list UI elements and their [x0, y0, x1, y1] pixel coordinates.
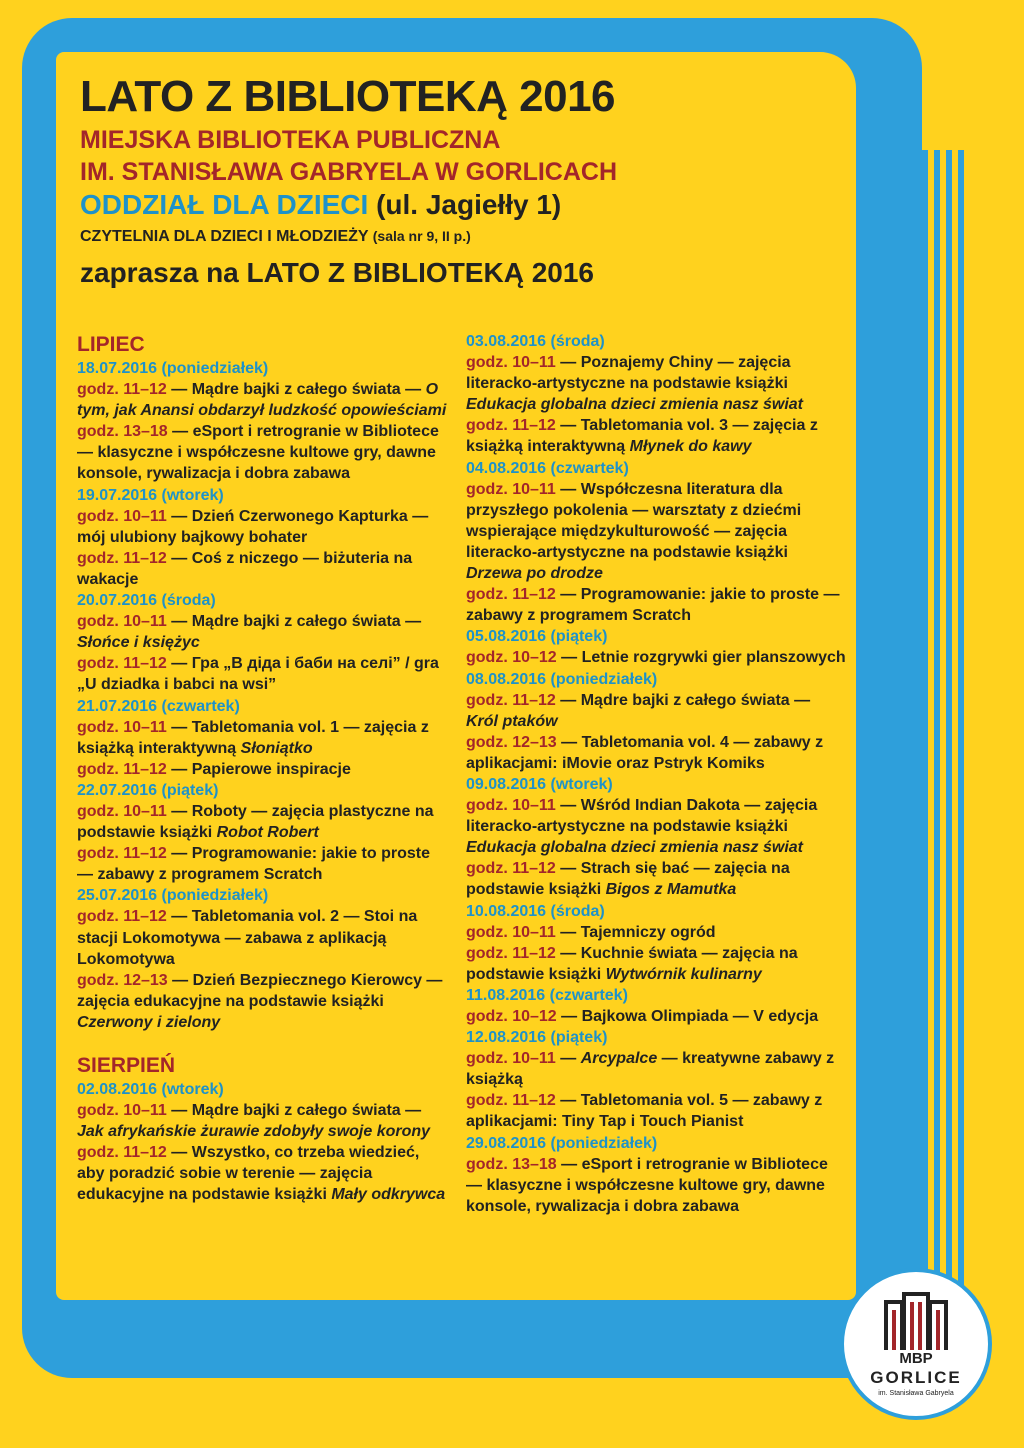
event-description: — Letnie rozgrywki gier planszowych: [556, 649, 846, 667]
event-item: [77, 970, 447, 1033]
event-time: godz. 11–12: [466, 860, 556, 878]
event-book-title: Robot Robert: [216, 824, 319, 842]
event-time: godz. 11–12: [77, 908, 167, 926]
event-time: godz. 10–11: [466, 480, 556, 498]
event-time: godz. 11–12: [77, 1144, 167, 1162]
event-time: godz. 12–13: [466, 733, 557, 751]
event-item: [77, 506, 447, 548]
event-book-title: Młynek do kawy: [629, 438, 752, 456]
event-date: 08.08.2016 (poniedziałek): [466, 670, 658, 688]
event-book-title: Bigos z Mamutka: [605, 881, 737, 899]
event-date: 12.08.2016 (piątek): [466, 1029, 608, 1047]
event-item: [466, 1090, 846, 1132]
event-item: [77, 801, 447, 843]
month-heading-august: SIERPIEŃ: [77, 1054, 176, 1077]
event-date: 25.07.2016 (poniedziałek): [77, 887, 269, 905]
event-description: — Dzień Bezpiecznego Kierowcy — zajęcia edukacyjne na podstawie książki: [77, 971, 443, 1010]
event-item: [466, 647, 846, 668]
event-time: godz. 10–12: [466, 1008, 557, 1025]
event-description: — Tajemniczy ogród: [555, 923, 716, 941]
month-heading-july: LIPIEC: [77, 333, 145, 356]
event-item: [77, 843, 447, 885]
event-description: — Wśród Indian Dakota — zajęcia literacko-artystyczne na podstawie książki: [466, 797, 818, 836]
event-time: godz. 10–11: [77, 802, 167, 820]
event-item: [466, 584, 846, 626]
event-book-title: Jak afrykańskie żurawie zdobyły swoje korony: [77, 1123, 431, 1141]
event-description: — Kuchnie świata — zajęcia na podstawie książki: [466, 944, 798, 983]
event-time: godz. 11–12: [466, 417, 556, 435]
event-date: 02.08.2016 (wtorek): [77, 1081, 224, 1098]
event-book-title: Czerwony i zielony: [77, 1013, 221, 1031]
event-item: [77, 717, 447, 759]
event-item: [77, 611, 447, 653]
event-time: godz. 10–11: [466, 354, 556, 372]
event-description: — Współczesna literatura dla przyszłego pokolenia — warsztaty z dziećmi wspierające międzykulturowość — zajęcia literacko-artystyczne na podstawie książki: [466, 480, 802, 561]
event-time: godz. 11–12: [466, 691, 556, 709]
event-description: — Mądre bajki z całego świata —: [166, 613, 422, 631]
left-stripes-decoration: [70, 1322, 140, 1382]
event-description: — Programowanie: jakie to proste — zabawy z programem Scratch: [466, 586, 840, 625]
event-time: godz. 11–12: [77, 845, 167, 863]
event-date: 20.07.2016 (środa): [77, 592, 216, 610]
event-description: — Papierowe inspiracje: [166, 760, 351, 778]
schedule-column-left: [77, 332, 447, 1206]
event-description: — Mądre bajki z całego świata —: [555, 691, 811, 709]
event-item: [466, 690, 846, 732]
event-description: — eSport i retrogranie w Bibliotece — klasyczne i współczesne kultowe gry, dawne konsole, rywalizacja i dobra zabawa: [466, 1155, 828, 1215]
event-time: godz. 10–11: [77, 613, 167, 631]
library-building-icon: [882, 1286, 950, 1352]
org-name-line1: MIEJSKA BIBLIOTEKA PUBLICZNA: [80, 126, 501, 154]
event-description: — Mądre bajki z całego świata —: [166, 1102, 422, 1120]
event-description: — Poznajemy Chiny — zajęcia literacko-artystyczne na podstawie książki: [466, 354, 791, 393]
reading-room-line: [80, 224, 840, 249]
event-date: 22.07.2016 (piątek): [77, 781, 219, 799]
event-item: [466, 1006, 846, 1027]
event-separator: —: [555, 1050, 581, 1068]
event-item: [77, 1100, 447, 1142]
event-description: — Roboty — zajęcia plastyczne na podstawie książki: [77, 802, 434, 842]
event-item: [466, 1048, 846, 1090]
event-date: 10.08.2016 (środa): [466, 902, 605, 920]
event-date: 11.08.2016 (czwartek): [466, 986, 628, 1004]
event-time: godz. 10–11: [77, 1102, 167, 1120]
library-logo: [840, 1268, 992, 1420]
event-date: 03.08.2016 (środa): [466, 333, 605, 350]
poster-header: [80, 70, 840, 293]
event-description: — Programowanie: jakie to proste — zabawy z programem Scratch: [77, 845, 430, 884]
event-item: [466, 858, 846, 900]
event-description: — Гра „В діда і баби на селі” / gra „U dziadka i babci na wsi”: [77, 655, 439, 694]
event-time: godz. 11–12: [77, 655, 167, 673]
event-description: — Bajkowa Olimpiada — V edycja: [556, 1008, 819, 1025]
event-time: godz. 11–12: [466, 944, 556, 962]
event-date: 29.08.2016 (poniedziałek): [466, 1134, 658, 1152]
event-item: [77, 906, 447, 969]
event-description: — Tabletomania vol. 2 — Stoi na stacji Lokomotywa — zabawa z aplikacją Lokomotywa: [77, 908, 418, 968]
event-date: 05.08.2016 (piątek): [466, 628, 608, 646]
event-item: [466, 943, 846, 985]
event-item: [466, 479, 846, 584]
event-date: 09.08.2016 (wtorek): [466, 775, 613, 793]
event-book-title: Król ptaków: [466, 712, 558, 730]
event-time: godz. 10–11: [77, 507, 167, 525]
event-time: godz. 11–12: [77, 549, 167, 567]
event-book-title: Drzewa po drodze: [466, 565, 603, 583]
event-time: godz. 13–18: [77, 423, 168, 441]
event-item: [466, 795, 846, 858]
event-time: godz. 11–12: [77, 760, 167, 778]
event-item: [77, 548, 447, 590]
org-name-line2: IM. STANISŁAWA GABRYELA W GORLICACH: [80, 158, 618, 186]
right-stripes-decoration: [862, 150, 982, 1300]
department-address: (ul. Jagiełły 1): [376, 189, 562, 220]
event-time: godz. 10–11: [466, 1050, 556, 1068]
logo-mbp-text: MBP: [899, 1350, 933, 1367]
event-description: — Tabletomania vol. 1 — zajęcia z książką interaktywną: [77, 718, 429, 757]
event-item: [77, 379, 447, 421]
reading-room-name: CZYTELNIA DLA DZIECI I MŁODZIEŻY: [80, 228, 369, 245]
reading-room-note: (sala nr 9, II p.): [372, 228, 471, 244]
event-time: godz. 10–11: [77, 718, 167, 736]
event-item: [466, 1154, 846, 1217]
department-name: ODDZIAŁ DLA DZIECI: [80, 189, 369, 220]
event-description: — Tabletomania vol. 3 — zajęcia z książką interaktywną: [466, 417, 818, 456]
event-book-title: Słoniątko: [240, 739, 313, 757]
event-book-title: Edukacja globalna dzieci zmienia nasz świat: [466, 396, 803, 414]
event-item: [466, 415, 846, 457]
event-item: [77, 759, 447, 780]
event-date: 18.07.2016 (poniedziałek): [77, 360, 269, 377]
event-description: — Wszystko, co trzeba wiedzieć, aby poradzić sobie w terenie — zajęcia edukacyjne na podstawie książki: [77, 1144, 420, 1204]
event-time: godz. 10–11: [466, 923, 556, 941]
event-item: [466, 732, 846, 774]
event-description: — Tabletomania vol. 4 — zabawy z aplikacjami: iMovie oraz Pstryk Komiks: [466, 733, 824, 772]
event-time: godz. 11–12: [466, 586, 556, 604]
event-item: [466, 352, 846, 415]
logo-city-text: GORLICE: [870, 1368, 962, 1387]
event-description: — Tabletomania vol. 5 — zabawy z aplikacjami: Tiny Tap i Touch Pianist: [466, 1092, 823, 1131]
event-item: [77, 421, 447, 484]
event-date: 21.07.2016 (czwartek): [77, 697, 240, 715]
event-description: — eSport i retrogranie w Bibliotece — klasyczne i współczesne kultowe gry, dawne konsole, rywalizacja i dobra zabawa: [77, 423, 439, 483]
event-description: — Mądre bajki z całego świata —: [166, 381, 426, 399]
event-description: — kreatywne zabawy z książką: [466, 1050, 835, 1089]
event-book-title: Arcypalce: [580, 1050, 658, 1068]
event-book-title: Wytwórnik kulinarny: [605, 965, 762, 983]
event-item: [77, 1142, 447, 1205]
event-date: 19.07.2016 (wtorek): [77, 486, 224, 504]
logo-subtitle-text: im. Stanisława Gabryela: [878, 1390, 954, 1397]
event-date: 04.08.2016 (czwartek): [466, 459, 629, 477]
schedule-column-right: [466, 331, 846, 1217]
event-description: — Coś z niczego — biżuteria na wakacje: [77, 549, 413, 588]
event-book-title: Słońce i księżyc: [77, 634, 200, 652]
event-book-title: Mały odkrywca: [331, 1186, 446, 1204]
event-item: [77, 653, 447, 695]
event-time: godz. 11–12: [77, 381, 167, 399]
event-item: [466, 922, 846, 943]
event-description: — Strach się bać — zajęcia na podstawie książki: [466, 860, 790, 899]
event-time: godz. 12–13: [77, 971, 168, 989]
event-time: godz. 11–12: [466, 1092, 556, 1110]
invitation-line: zaprasza na LATO Z BIBLIOTEKĄ 2016: [80, 257, 594, 288]
event-description: — Dzień Czerwonego Kapturka — mój ulubiony bajkowy bohater: [77, 507, 429, 546]
event-book-title: Edukacja globalna dzieci zmienia nasz świat: [466, 839, 803, 857]
event-time: godz. 13–18: [466, 1155, 557, 1173]
event-book-title: O tym, jak Anansi obdarzył ludzkość opowieściami: [77, 381, 447, 420]
poster-title: LATO Z BIBLIOTEKĄ 2016: [80, 72, 616, 121]
department-line: [80, 188, 840, 222]
event-time: godz. 10–11: [466, 797, 556, 815]
event-time: godz. 10–12: [466, 649, 557, 667]
